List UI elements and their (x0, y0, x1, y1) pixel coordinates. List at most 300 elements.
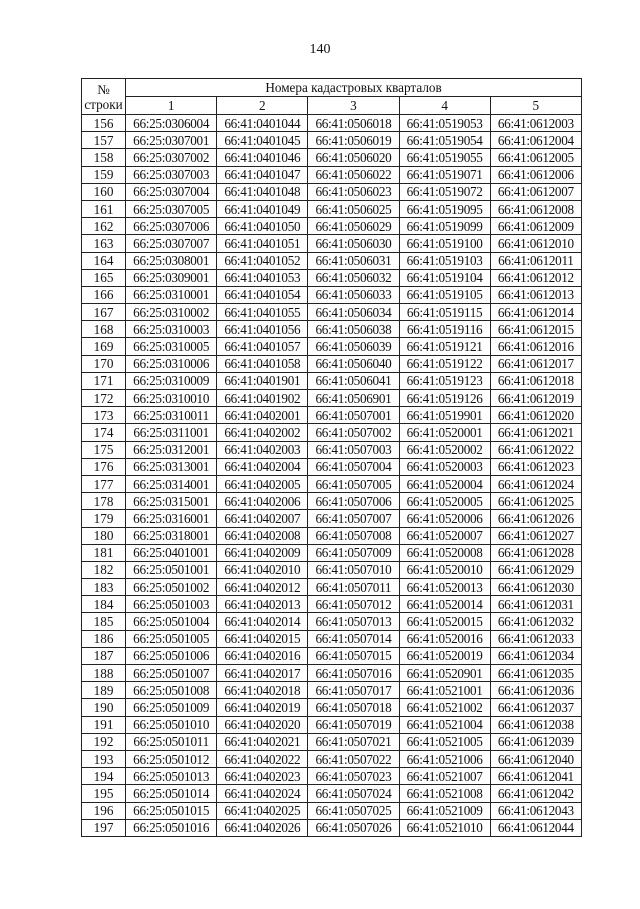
cadastral-number-cell: 66:41:0612027 (490, 527, 581, 544)
cadastral-number-cell: 66:41:0520015 (399, 613, 490, 630)
cadastral-number-cell: 66:41:0612033 (490, 630, 581, 647)
cadastral-number-cell: 66:41:0401044 (217, 115, 308, 132)
cadastral-number-cell: 66:25:0501009 (126, 699, 217, 716)
table-row (82, 493, 582, 510)
table-row (82, 785, 582, 802)
cadastral-number-cell: 66:41:0612038 (490, 716, 581, 733)
table-row (82, 286, 582, 303)
cadastral-number-cell: 66:41:0612010 (490, 235, 581, 252)
cadastral-number-cell: 66:41:0520008 (399, 544, 490, 561)
header-row-top (82, 79, 582, 97)
row-number-cell: 169 (82, 338, 126, 355)
table-row (82, 355, 582, 372)
table-row (82, 304, 582, 321)
cadastral-number-cell: 66:25:0501010 (126, 716, 217, 733)
cadastral-number-cell: 66:41:0507003 (308, 441, 399, 458)
row-number-cell: 170 (82, 355, 126, 372)
cadastral-number-cell: 66:41:0519054 (399, 132, 490, 149)
cadastral-number-cell: 66:41:0612011 (490, 252, 581, 269)
cadastral-number-cell: 66:41:0507005 (308, 475, 399, 492)
cadastral-number-cell: 66:41:0507026 (308, 819, 399, 836)
row-number-cell: 168 (82, 321, 126, 338)
cadastral-number-cell: 66:41:0612021 (490, 424, 581, 441)
row-number-cell: 188 (82, 665, 126, 682)
cadastral-number-cell: 66:25:0318001 (126, 527, 217, 544)
cadastral-number-cell: 66:25:0501005 (126, 630, 217, 647)
row-number-header-symbol: № (97, 81, 110, 97)
cadastral-number-cell: 66:41:0520901 (399, 665, 490, 682)
table-row (82, 802, 582, 819)
cadastral-number-cell: 66:41:0519116 (399, 321, 490, 338)
cadastral-number-cell: 66:25:0307003 (126, 166, 217, 183)
cadastral-number-cell: 66:41:0401057 (217, 338, 308, 355)
cadastral-number-cell: 66:41:0520013 (399, 579, 490, 596)
cadastral-number-cell: 66:41:0507018 (308, 699, 399, 716)
group-title-header: Номера кадастровых кварталов (126, 79, 582, 97)
table-row (82, 269, 582, 286)
cadastral-number-cell: 66:41:0520019 (399, 647, 490, 664)
cadastral-number-cell: 66:41:0612030 (490, 579, 581, 596)
cadastral-number-cell: 66:25:0307002 (126, 149, 217, 166)
cadastral-number-cell: 66:41:0519104 (399, 269, 490, 286)
cadastral-number-cell: 66:25:0314001 (126, 475, 217, 492)
cadastral-number-cell: 66:41:0507021 (308, 733, 399, 750)
cadastral-number-cell: 66:41:0507016 (308, 665, 399, 682)
cadastral-number-cell: 66:41:0519071 (399, 166, 490, 183)
cadastral-number-cell: 66:25:0401001 (126, 544, 217, 561)
cadastral-number-cell: 66:41:0612037 (490, 699, 581, 716)
cadastral-number-cell: 66:41:0507008 (308, 527, 399, 544)
cadastral-number-cell: 66:25:0307001 (126, 132, 217, 149)
cadastral-number-cell: 66:41:0506018 (308, 115, 399, 132)
table-row (82, 424, 582, 441)
column-header: 1 (126, 97, 217, 115)
cadastral-number-cell: 66:25:0501004 (126, 613, 217, 630)
cadastral-number-cell: 66:41:0519053 (399, 115, 490, 132)
table-row (82, 321, 582, 338)
row-number-cell: 171 (82, 372, 126, 389)
cadastral-number-cell: 66:41:0520005 (399, 493, 490, 510)
cadastral-number-cell: 66:41:0612034 (490, 647, 581, 664)
cadastral-number-cell: 66:41:0521005 (399, 733, 490, 750)
cadastral-number-cell: 66:41:0612008 (490, 200, 581, 217)
cadastral-number-cell: 66:41:0402017 (217, 665, 308, 682)
cadastral-number-cell: 66:41:0612031 (490, 596, 581, 613)
cadastral-number-cell: 66:41:0520001 (399, 424, 490, 441)
cadastral-number-cell: 66:25:0310005 (126, 338, 217, 355)
cadastral-number-cell: 66:25:0310002 (126, 304, 217, 321)
cadastral-number-cell: 66:41:0520006 (399, 510, 490, 527)
cadastral-number-cell: 66:41:0612032 (490, 613, 581, 630)
row-number-cell: 177 (82, 475, 126, 492)
table-row (82, 390, 582, 407)
cadastral-number-cell: 66:41:0401050 (217, 218, 308, 235)
cadastral-number-cell: 66:41:0519122 (399, 355, 490, 372)
cadastral-number-cell: 66:41:0402003 (217, 441, 308, 458)
cadastral-number-cell: 66:41:0612023 (490, 458, 581, 475)
cadastral-number-cell: 66:41:0612015 (490, 321, 581, 338)
cadastral-number-cell: 66:41:0507015 (308, 647, 399, 664)
cadastral-number-cell: 66:25:0310010 (126, 390, 217, 407)
row-number-cell: 179 (82, 510, 126, 527)
table-row (82, 338, 582, 355)
cadastral-number-cell: 66:41:0519901 (399, 407, 490, 424)
table-row (82, 407, 582, 424)
table-row (82, 699, 582, 716)
cadastral-number-cell: 66:41:0519123 (399, 372, 490, 389)
cadastral-number-cell: 66:25:0307004 (126, 183, 217, 200)
row-number-cell: 184 (82, 596, 126, 613)
cadastral-number-cell: 66:41:0402006 (217, 493, 308, 510)
cadastral-number-cell: 66:41:0520002 (399, 441, 490, 458)
table-row (82, 441, 582, 458)
cadastral-number-cell: 66:41:0401902 (217, 390, 308, 407)
cadastral-number-cell: 66:41:0612016 (490, 338, 581, 355)
table-row (82, 544, 582, 561)
cadastral-number-cell: 66:41:0519103 (399, 252, 490, 269)
cadastral-number-cell: 66:25:0310003 (126, 321, 217, 338)
cadastral-number-cell: 66:41:0519099 (399, 218, 490, 235)
cadastral-number-cell: 66:41:0507012 (308, 596, 399, 613)
cadastral-number-cell: 66:25:0501013 (126, 768, 217, 785)
cadastral-number-cell: 66:41:0507017 (308, 682, 399, 699)
row-number-cell: 158 (82, 149, 126, 166)
cadastral-number-cell: 66:25:0501006 (126, 647, 217, 664)
row-number-cell: 182 (82, 561, 126, 578)
cadastral-number-cell: 66:41:0402005 (217, 475, 308, 492)
cadastral-number-cell: 66:41:0506038 (308, 321, 399, 338)
cadastral-number-cell: 66:41:0402025 (217, 802, 308, 819)
row-number-cell: 192 (82, 733, 126, 750)
row-number-cell: 164 (82, 252, 126, 269)
cadastral-number-cell: 66:25:0311001 (126, 424, 217, 441)
cadastral-number-cell: 66:41:0401901 (217, 372, 308, 389)
row-number-cell: 197 (82, 819, 126, 836)
cadastral-number-cell: 66:41:0402008 (217, 527, 308, 544)
table-row (82, 218, 582, 235)
cadastral-number-cell: 66:25:0310001 (126, 286, 217, 303)
cadastral-number-cell: 66:41:0507004 (308, 458, 399, 475)
cadastral-number-cell: 66:41:0402001 (217, 407, 308, 424)
table-row (82, 149, 582, 166)
cadastral-number-cell: 66:25:0501003 (126, 596, 217, 613)
cadastral-quarters-table (81, 78, 582, 837)
cadastral-number-cell: 66:41:0612024 (490, 475, 581, 492)
cadastral-number-cell: 66:41:0401048 (217, 183, 308, 200)
cadastral-number-cell: 66:41:0401053 (217, 269, 308, 286)
cadastral-number-cell: 66:41:0507022 (308, 750, 399, 767)
cadastral-number-cell: 66:41:0520010 (399, 561, 490, 578)
table-row (82, 596, 582, 613)
cadastral-number-cell: 66:25:0501001 (126, 561, 217, 578)
row-number-cell: 174 (82, 424, 126, 441)
cadastral-number-cell: 66:25:0501007 (126, 665, 217, 682)
cadastral-number-cell: 66:41:0401054 (217, 286, 308, 303)
table-row (82, 372, 582, 389)
cadastral-number-cell: 66:25:0307005 (126, 200, 217, 217)
row-number-cell: 162 (82, 218, 126, 235)
table-row (82, 579, 582, 596)
table-body (82, 115, 582, 837)
cadastral-number-cell: 66:41:0612014 (490, 304, 581, 321)
cadastral-number-cell: 66:41:0612042 (490, 785, 581, 802)
cadastral-number-cell: 66:41:0402023 (217, 768, 308, 785)
table-header (82, 79, 582, 115)
cadastral-number-cell: 66:41:0612003 (490, 115, 581, 132)
cadastral-number-cell: 66:41:0402020 (217, 716, 308, 733)
cadastral-number-cell: 66:41:0519072 (399, 183, 490, 200)
cadastral-number-cell: 66:41:0612041 (490, 768, 581, 785)
cadastral-number-cell: 66:41:0519100 (399, 235, 490, 252)
row-number-cell: 161 (82, 200, 126, 217)
cadastral-number-cell: 66:41:0401051 (217, 235, 308, 252)
cadastral-number-cell: 66:41:0506022 (308, 166, 399, 183)
cadastral-number-cell: 66:25:0501011 (126, 733, 217, 750)
cadastral-number-cell: 66:25:0308001 (126, 252, 217, 269)
cadastral-number-cell: 66:25:0312001 (126, 441, 217, 458)
table-row (82, 665, 582, 682)
cadastral-number-cell: 66:41:0506019 (308, 132, 399, 149)
cadastral-number-cell: 66:41:0401052 (217, 252, 308, 269)
cadastral-number-cell: 66:41:0507023 (308, 768, 399, 785)
row-number-cell: 176 (82, 458, 126, 475)
cadastral-number-cell: 66:41:0402021 (217, 733, 308, 750)
cadastral-number-cell: 66:41:0402015 (217, 630, 308, 647)
row-number-cell: 189 (82, 682, 126, 699)
cadastral-number-cell: 66:41:0402014 (217, 613, 308, 630)
cadastral-number-cell: 66:41:0521006 (399, 750, 490, 767)
cadastral-number-cell: 66:41:0612039 (490, 733, 581, 750)
cadastral-number-cell: 66:41:0506023 (308, 183, 399, 200)
cadastral-number-cell: 66:41:0519115 (399, 304, 490, 321)
cadastral-number-cell: 66:41:0401055 (217, 304, 308, 321)
column-header: 5 (490, 97, 581, 115)
cadastral-number-cell: 66:41:0612020 (490, 407, 581, 424)
cadastral-number-cell: 66:41:0401056 (217, 321, 308, 338)
cadastral-number-cell: 66:41:0520007 (399, 527, 490, 544)
table-row (82, 630, 582, 647)
cadastral-number-cell: 66:41:0402013 (217, 596, 308, 613)
cadastral-number-cell: 66:41:0506901 (308, 390, 399, 407)
cadastral-number-cell: 66:41:0401058 (217, 355, 308, 372)
cadastral-number-cell: 66:41:0506029 (308, 218, 399, 235)
cadastral-number-cell: 66:25:0313001 (126, 458, 217, 475)
header-row-columns (82, 97, 582, 115)
cadastral-number-cell: 66:41:0521007 (399, 768, 490, 785)
table-row (82, 132, 582, 149)
cadastral-number-cell: 66:41:0506039 (308, 338, 399, 355)
cadastral-number-cell: 66:41:0521002 (399, 699, 490, 716)
cadastral-number-cell: 66:41:0519126 (399, 390, 490, 407)
cadastral-number-cell: 66:41:0612026 (490, 510, 581, 527)
cadastral-number-cell: 66:41:0520004 (399, 475, 490, 492)
cadastral-number-cell: 66:41:0612012 (490, 269, 581, 286)
cadastral-number-cell: 66:41:0507001 (308, 407, 399, 424)
table-row (82, 183, 582, 200)
column-header: 3 (308, 97, 399, 115)
cadastral-number-cell: 66:41:0612029 (490, 561, 581, 578)
column-header: 4 (399, 97, 490, 115)
cadastral-number-cell: 66:41:0520014 (399, 596, 490, 613)
row-number-cell: 185 (82, 613, 126, 630)
row-number-cell: 175 (82, 441, 126, 458)
cadastral-number-cell: 66:25:0310006 (126, 355, 217, 372)
cadastral-number-cell: 66:41:0521001 (399, 682, 490, 699)
cadastral-number-cell: 66:41:0506031 (308, 252, 399, 269)
cadastral-number-cell: 66:41:0520003 (399, 458, 490, 475)
cadastral-number-cell: 66:25:0307007 (126, 235, 217, 252)
table-row (82, 166, 582, 183)
cadastral-number-cell: 66:41:0612013 (490, 286, 581, 303)
table-row (82, 716, 582, 733)
cadastral-number-cell: 66:41:0612004 (490, 132, 581, 149)
cadastral-number-cell: 66:41:0519055 (399, 149, 490, 166)
cadastral-number-cell: 66:25:0501002 (126, 579, 217, 596)
cadastral-number-cell: 66:41:0506030 (308, 235, 399, 252)
cadastral-number-cell: 66:41:0506032 (308, 269, 399, 286)
row-number-cell: 196 (82, 802, 126, 819)
row-number-cell: 190 (82, 699, 126, 716)
cadastral-number-cell: 66:41:0507025 (308, 802, 399, 819)
row-number-cell: 191 (82, 716, 126, 733)
cadastral-number-cell: 66:41:0521009 (399, 802, 490, 819)
table-row (82, 647, 582, 664)
cadastral-number-cell: 66:41:0402026 (217, 819, 308, 836)
cadastral-number-cell: 66:41:0521004 (399, 716, 490, 733)
cadastral-number-cell: 66:41:0612035 (490, 665, 581, 682)
row-number-cell: 156 (82, 115, 126, 132)
cadastral-number-cell: 66:41:0507002 (308, 424, 399, 441)
cadastral-number-cell: 66:25:0501012 (126, 750, 217, 767)
table-row (82, 527, 582, 544)
row-number-header (82, 79, 126, 115)
cadastral-number-cell: 66:25:0501014 (126, 785, 217, 802)
row-number-cell: 172 (82, 390, 126, 407)
cadastral-number-cell: 66:41:0402018 (217, 682, 308, 699)
cadastral-number-cell: 66:41:0507006 (308, 493, 399, 510)
cadastral-number-cell: 66:25:0306004 (126, 115, 217, 132)
row-number-cell: 195 (82, 785, 126, 802)
cadastral-number-cell: 66:41:0401047 (217, 166, 308, 183)
row-number-cell: 178 (82, 493, 126, 510)
table-row (82, 115, 582, 132)
table-row (82, 819, 582, 836)
cadastral-number-cell: 66:41:0612025 (490, 493, 581, 510)
cadastral-number-cell: 66:41:0506040 (308, 355, 399, 372)
cadastral-number-cell: 66:25:0501016 (126, 819, 217, 836)
cadastral-number-cell: 66:41:0506020 (308, 149, 399, 166)
table-row (82, 475, 582, 492)
cadastral-number-cell: 66:41:0519105 (399, 286, 490, 303)
table-row (82, 682, 582, 699)
row-number-cell: 180 (82, 527, 126, 544)
cadastral-number-cell: 66:41:0507011 (308, 579, 399, 596)
row-number-cell: 157 (82, 132, 126, 149)
table-row (82, 200, 582, 217)
cadastral-number-cell: 66:41:0612040 (490, 750, 581, 767)
cadastral-number-cell: 66:41:0402002 (217, 424, 308, 441)
cadastral-number-cell: 66:41:0507010 (308, 561, 399, 578)
cadastral-number-cell: 66:41:0507019 (308, 716, 399, 733)
cadastral-number-cell: 66:41:0402010 (217, 561, 308, 578)
cadastral-number-cell: 66:41:0402024 (217, 785, 308, 802)
page-number: 140 (309, 42, 331, 57)
row-number-cell: 187 (82, 647, 126, 664)
cadastral-number-cell: 66:41:0612019 (490, 390, 581, 407)
cadastral-number-cell: 66:41:0519095 (399, 200, 490, 217)
row-number-cell: 194 (82, 768, 126, 785)
table-row (82, 613, 582, 630)
cadastral-number-cell: 66:41:0507014 (308, 630, 399, 647)
table-row (82, 458, 582, 475)
cadastral-number-cell: 66:41:0506033 (308, 286, 399, 303)
cadastral-number-cell: 66:41:0507024 (308, 785, 399, 802)
cadastral-number-cell: 66:41:0507013 (308, 613, 399, 630)
cadastral-number-cell: 66:25:0309001 (126, 269, 217, 286)
row-number-header-label: строки (84, 96, 123, 112)
cadastral-number-cell: 66:41:0507007 (308, 510, 399, 527)
cadastral-number-cell: 66:41:0401045 (217, 132, 308, 149)
cadastral-number-cell: 66:41:0612018 (490, 372, 581, 389)
column-header: 2 (217, 97, 308, 115)
cadastral-number-cell: 66:41:0521008 (399, 785, 490, 802)
cadastral-number-cell: 66:41:0521010 (399, 819, 490, 836)
row-number-cell: 163 (82, 235, 126, 252)
table-row (82, 510, 582, 527)
cadastral-number-cell: 66:41:0612007 (490, 183, 581, 200)
table-row (82, 252, 582, 269)
row-number-cell: 186 (82, 630, 126, 647)
cadastral-number-cell: 66:41:0402004 (217, 458, 308, 475)
cadastral-number-cell: 66:41:0401046 (217, 149, 308, 166)
cadastral-number-cell: 66:25:0310009 (126, 372, 217, 389)
cadastral-number-cell: 66:41:0612036 (490, 682, 581, 699)
cadastral-number-cell: 66:25:0316001 (126, 510, 217, 527)
table-row (82, 235, 582, 252)
cadastral-number-cell: 66:41:0402012 (217, 579, 308, 596)
cadastral-number-cell: 66:41:0507009 (308, 544, 399, 561)
cadastral-number-cell: 66:41:0506041 (308, 372, 399, 389)
table-row (82, 561, 582, 578)
row-number-cell: 165 (82, 269, 126, 286)
cadastral-number-cell: 66:41:0612043 (490, 802, 581, 819)
cadastral-number-cell: 66:41:0506025 (308, 200, 399, 217)
row-number-cell: 183 (82, 579, 126, 596)
row-number-cell: 173 (82, 407, 126, 424)
cadastral-number-cell: 66:41:0612022 (490, 441, 581, 458)
row-number-cell: 159 (82, 166, 126, 183)
cadastral-number-cell: 66:41:0520016 (399, 630, 490, 647)
cadastral-number-cell: 66:41:0612009 (490, 218, 581, 235)
cadastral-number-cell: 66:41:0506034 (308, 304, 399, 321)
row-number-cell: 193 (82, 750, 126, 767)
row-number-cell: 166 (82, 286, 126, 303)
cadastral-number-cell: 66:41:0612006 (490, 166, 581, 183)
cadastral-number-cell: 66:41:0402019 (217, 699, 308, 716)
cadastral-number-cell: 66:41:0402009 (217, 544, 308, 561)
row-number-cell: 167 (82, 304, 126, 321)
row-number-cell: 181 (82, 544, 126, 561)
cadastral-number-cell: 66:41:0402022 (217, 750, 308, 767)
cadastral-number-cell: 66:41:0401049 (217, 200, 308, 217)
cadastral-number-cell: 66:41:0402016 (217, 647, 308, 664)
table-row (82, 750, 582, 767)
table-row (82, 768, 582, 785)
cadastral-number-cell: 66:25:0501015 (126, 802, 217, 819)
table-row (82, 733, 582, 750)
cadastral-number-cell: 66:41:0402007 (217, 510, 308, 527)
cadastral-number-cell: 66:41:0519121 (399, 338, 490, 355)
